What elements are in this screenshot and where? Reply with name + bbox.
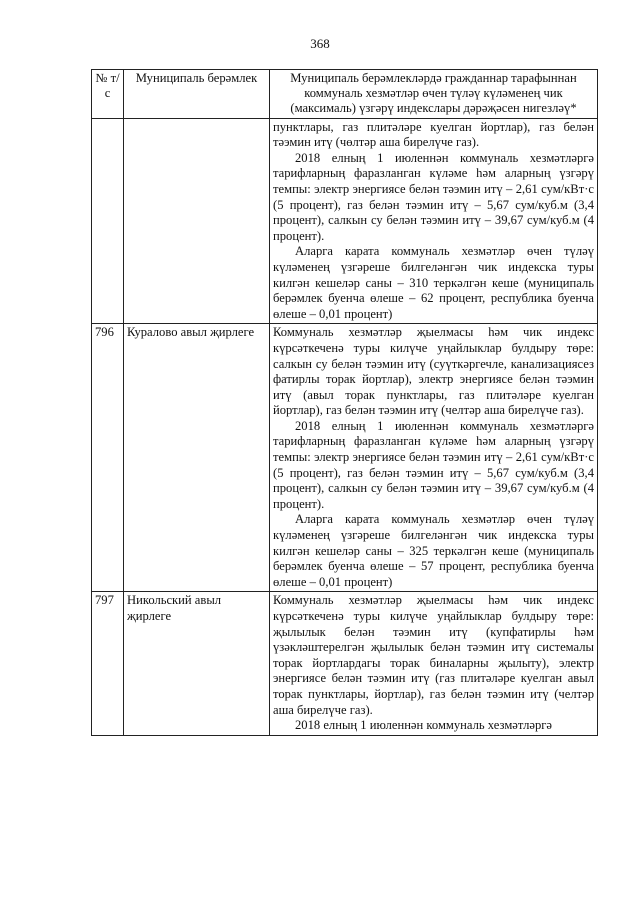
- municipality-name: Никольский авыл җирлеге: [124, 592, 270, 735]
- description-paragraph: Коммуналь хезмәтләр җыелмасы һәм чик индекс күрсәткеченә туры килүче уңайлыклар булдыру төре: салкын су белән тәэмин итү (суүткәргечле, канализациясез фатирлы торак йортлар), электр энергиясе белән тәэмин итү (авыл торак пунктлары, газ плитәләре куелган йортлар), газ белән тәэмин итү (челтәр аша бирелүче газ).: [273, 325, 594, 418]
- description-paragraph: 2018 елның 1 июленнән коммуналь хезмәтләргә тарифларның фаразланган күләме һәм аларның үзгәрү темпы: электр энергиясе белән тәэмин итү – 2,61 сум/кВт·с (5 процент), газ белән тәэмин итү – 5,67 сум/куб.м (3,4 процент), салкын су белән тәэмин итү – 39,67 сум/куб.м (4 процент).: [273, 418, 594, 511]
- description-paragraph: 2018 елның 1 июленнән коммуналь хезмәтләргә тарифларның фаразланган күләме һәм аларның үзгәрү темпы: электр энергиясе белән тәэмин итү – 2,61 сум/кВт·с (5 процент), газ белән тәэмин итү – 5,67 сум/куб.м (3,4 процент), салкын су белән тәэмин итү – 39,67 сум/куб.м (4 процент).: [273, 150, 594, 243]
- description-cell: [270, 592, 598, 735]
- header-description: Муниципаль берәмлекләрдә гражданнар тарафыннан коммуналь хезмәтләр өчен түләү күләменең чик (максималь) үзгәрү индекслары дәрәҗәсен нигезләү*: [270, 70, 598, 119]
- description-cell: [270, 118, 598, 324]
- description-paragraph: Аларга карата коммуналь хезмәтләр өчен түләү күләменең үзгәреше билгеләнгән чик индекска туры килгән кешеләр саны – 325 теркәлгән кеше (муниципаль берәмлек буенча өлеше – 57 процент, республика буенча өлеше – 0,01 процент): [273, 512, 594, 589]
- row-number: 797: [92, 592, 124, 735]
- municipality-name: Куралово авыл җирлеге: [124, 324, 270, 592]
- description-paragraph: пунктлары, газ плитәләре куелган йортлар), газ белән тәэмин итү (чөлтәр аша бирелүче газ).: [273, 119, 594, 150]
- table-header-row: [92, 70, 598, 119]
- header-number: № т/с: [92, 70, 124, 119]
- row-number: 796: [92, 324, 124, 592]
- description-paragraph: Коммуналь хезмәтләр җыелмасы һәм чик индекс күрсәткеченә туры килүче уңайлыклар булдыру төре: җылылык белән тәэмин итү (купфатирлы һәм үзәкләштерелгән җылылык белән тәэмин итү системалы торак йортлардагы торак биналарны җылыту), электр энергиясе белән тәэмин итү (газ плитәләре куелган авыл торак пунктлары, йортлар), газ белән тәэмин итү (челтәр аша бирелүче газ).: [273, 593, 594, 717]
- row-number: [92, 118, 124, 324]
- table-row: [92, 324, 598, 592]
- description-paragraph: Аларга карата коммуналь хезмәтләр өчен түләү күләменең үзгәреше билгеләнгән чик индекска туры килгән кешеләр саны – 310 теркәлгән кеше (муниципаль берәмлек буенча өлеше – 62 процент, республика буенча өлеше – 0,01 процент): [273, 244, 594, 321]
- indices-table: [91, 69, 598, 736]
- description-cell: [270, 324, 598, 592]
- description-paragraph: 2018 елның 1 июленнән коммуналь хезмәтләргә: [295, 718, 552, 733]
- table-row: [92, 592, 598, 735]
- table-row: [92, 118, 598, 324]
- page-number: 368: [310, 36, 330, 51]
- header-municipality: Муниципаль берәмлек: [124, 70, 270, 119]
- municipality-name: [124, 118, 270, 324]
